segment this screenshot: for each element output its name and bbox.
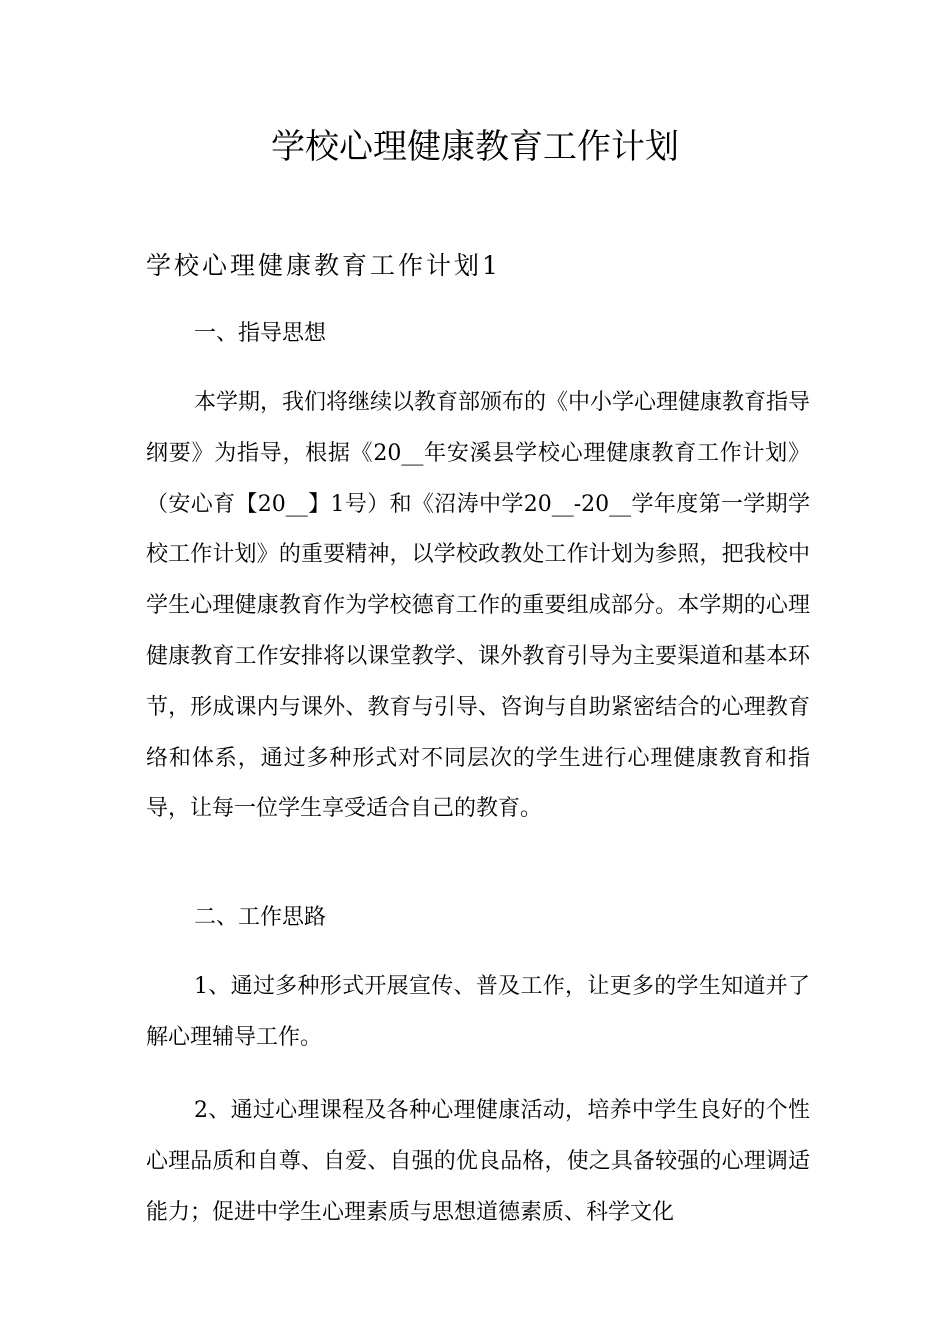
paragraph-guiding-ideology: 本学期，我们将继续以教育部颁布的《中小学心理健康教育指导纲要》为指导，根据《20__年安溪县学校心理健康教育工作计划》（安心育【20__】1号）和《沼涛中学20__-20__学年度第一学期学校工作计划》的重要精神，以学校政教处工作计划为参照，把我校中学生心理健康教育作为学校德育工作的重要组成部分。本学期的心理健康教育工作安排将以课堂教学、课外教育引导为主要渠道和基本环节，形成课内与课外、教育与引导、咨询与自助紧密结合的心理教育络和体系，通过多种形式对不同层次的学生进行心理健康教育和指导，让每一位学生享受适合自己的教育。 [146, 390, 811, 822]
paragraph-approach-1: 1、通过多种形式开展宣传、普及工作，让更多的学生知道并了解心理辅导工作。 [146, 974, 810, 1050]
document-title: 学校心理健康教育工作计划 [271, 127, 679, 167]
paragraph-approach-2: 2、通过心理课程及各种心理健康活动，培养中学生良好的个性心理品质和自尊、自爱、自强的优良品格，使之具备较强的心理调适能力；促进中学生心理素质与思想道德素质、科学文化 [146, 1098, 810, 1225]
heading-work-approach: 二、工作思路 [194, 905, 327, 930]
heading-guiding-ideology: 一、指导思想 [194, 321, 327, 346]
section-title: 学校心理健康教育工作计划1 [146, 251, 501, 280]
